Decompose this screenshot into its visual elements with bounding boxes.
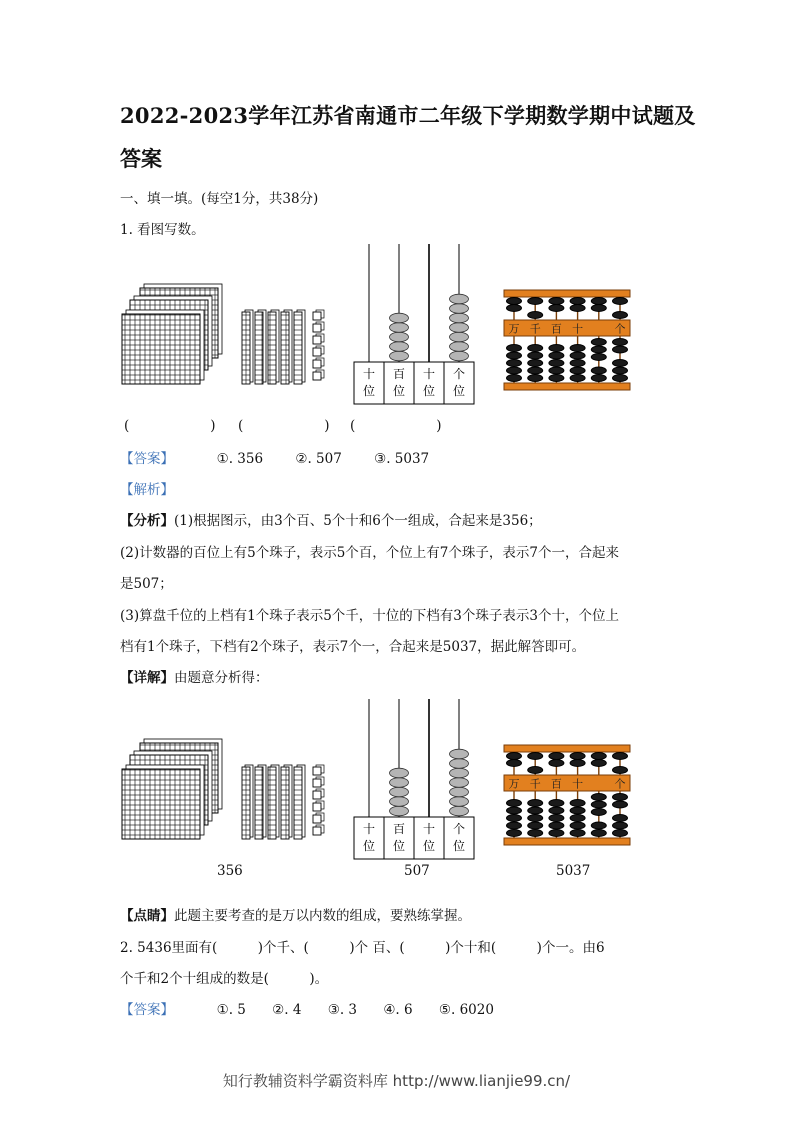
abacus-bead xyxy=(507,367,522,374)
abacus-bead xyxy=(549,800,564,807)
abacus-bead xyxy=(528,815,543,822)
abacus-label: 百 xyxy=(550,777,562,791)
counter-label: 位 xyxy=(452,384,466,398)
abacus-bead xyxy=(591,346,606,353)
abacus-bead xyxy=(613,375,628,382)
abacus-bead xyxy=(570,822,585,829)
abacus-bead xyxy=(528,360,543,367)
base-ten-blocks xyxy=(122,739,324,839)
counter-bead xyxy=(390,351,409,361)
abacus-label: 十 xyxy=(572,322,584,336)
question-1: 1. 看图写数。 xyxy=(120,222,205,238)
counter-label: 位 xyxy=(452,839,466,853)
unit-cube xyxy=(313,827,321,835)
abacus-bead xyxy=(549,815,564,822)
abacus-bead xyxy=(591,830,606,837)
abacus-bead xyxy=(613,367,628,374)
ten-rod xyxy=(268,312,276,384)
figure-row-1 xyxy=(110,240,650,410)
abacus-frame-bottom xyxy=(504,383,630,390)
abacus-label: 万 xyxy=(508,322,520,336)
answer-item: ③. 3 xyxy=(327,1002,358,1018)
answer-item: ⑤. 6020 xyxy=(438,1002,494,1018)
abacus-bead xyxy=(528,345,543,352)
abacus-bead xyxy=(591,801,606,808)
abacus-bead xyxy=(528,753,543,760)
abacus-label: 万 xyxy=(508,777,520,791)
abacus-bead xyxy=(528,800,543,807)
abacus-label: 千 xyxy=(529,322,541,336)
unit-cube xyxy=(313,348,321,356)
dianjing-tag: 【点睛】 xyxy=(120,908,174,924)
ten-rod xyxy=(242,312,250,384)
counter-bead xyxy=(450,342,469,352)
counter-bead xyxy=(390,342,409,352)
abacus-bead xyxy=(591,339,606,346)
counter-label: 个 xyxy=(452,822,466,836)
counter-label: 十 xyxy=(422,367,436,381)
abacus-bead xyxy=(570,830,585,837)
counter-label: 位 xyxy=(362,839,376,853)
unit-cube xyxy=(313,360,321,368)
fenxi-tag: 【分析】 xyxy=(120,513,174,529)
counter-label: 十 xyxy=(362,367,376,381)
abacus-bead xyxy=(591,354,606,361)
abacus-bead xyxy=(613,312,628,319)
abacus-bead xyxy=(528,830,543,837)
answer-blank-2: ( ) xyxy=(238,418,330,434)
abacus-bead xyxy=(507,305,522,312)
abacus-label: 千 xyxy=(529,777,541,791)
ten-rod xyxy=(294,767,302,839)
page-title: 2022-2023学年江苏省南通市二年级下学期数学期中试题及 xyxy=(120,103,696,128)
counter-bead xyxy=(450,294,469,304)
unit-cube xyxy=(313,324,321,332)
abacus-bead xyxy=(528,807,543,814)
abacus-bead xyxy=(507,800,522,807)
counter-bead xyxy=(390,323,409,333)
abacus-bead xyxy=(570,800,585,807)
unit-cube xyxy=(313,803,321,811)
abacus-frame-top xyxy=(504,290,630,297)
abacus-label: 个 xyxy=(614,322,626,336)
unit-cube xyxy=(313,791,321,799)
xiangjie-tag: 【详解】 xyxy=(120,670,174,686)
answer-blank-3: ( ) xyxy=(350,418,442,434)
abacus-bead xyxy=(549,298,564,305)
abacus-bead xyxy=(570,298,585,305)
xiangjie-text: 由题意分析得： xyxy=(174,670,269,686)
abacus-bead xyxy=(528,767,543,774)
footer-watermark: 知行教辅资料学霸资料库 http://www.lianjie99.cn/ xyxy=(222,1072,571,1090)
figure-row-2 xyxy=(110,695,650,865)
counter-bead xyxy=(450,806,469,816)
ten-rod xyxy=(242,767,250,839)
abacus-bead xyxy=(549,822,564,829)
counter-bead xyxy=(390,778,409,788)
abacus-bead xyxy=(570,352,585,359)
abacus-bead xyxy=(507,298,522,305)
base-ten-blocks xyxy=(122,284,324,384)
abacus-bead xyxy=(507,815,522,822)
abacus-bead xyxy=(570,305,585,312)
counter-label: 十 xyxy=(422,822,436,836)
counter-bead xyxy=(390,768,409,778)
hundred-flat xyxy=(122,314,200,384)
counter-bead xyxy=(450,332,469,342)
answer-tag: 【答案】 xyxy=(120,1002,174,1018)
fenxi-line-1: (1)根据图示，由3个百、5个十和6个一组成，合起来是356； xyxy=(174,513,542,529)
abacus-bead xyxy=(591,760,606,767)
counter-label: 个 xyxy=(452,367,466,381)
counter-bead xyxy=(450,787,469,797)
fenxi-line-3: (3)算盘千位的上档有1个珠子表示5个千，十位的下档有3个珠子表示3个十，个位上 xyxy=(120,608,619,624)
counter-label: 百 xyxy=(392,822,406,836)
abacus-label: 十 xyxy=(572,777,584,791)
abacus-bead xyxy=(613,815,628,822)
hundred-flat xyxy=(122,769,200,839)
abacus-frame-top xyxy=(504,745,630,752)
counter-bead xyxy=(390,332,409,342)
counter-bead xyxy=(390,797,409,807)
counter-bead xyxy=(390,806,409,816)
abacus-beam xyxy=(504,320,630,336)
analysis-tag: 【解析】 xyxy=(120,482,174,498)
ten-rod xyxy=(255,767,263,839)
abacus-bead xyxy=(528,298,543,305)
abacus-bead xyxy=(528,822,543,829)
abacus-bead xyxy=(507,830,522,837)
counter-label: 位 xyxy=(362,384,376,398)
abacus-bead xyxy=(549,760,564,767)
unit-cube xyxy=(313,815,321,823)
fenxi-line-3-cont: 档有1个珠子，下档有2个珠子，表示7个一，合起来是5037，据此解答即可。 xyxy=(120,639,586,655)
answer-item: ②. 507 xyxy=(295,451,342,467)
counter-bead xyxy=(450,304,469,314)
ten-rod xyxy=(281,312,289,384)
abacus-bead xyxy=(591,809,606,816)
abacus-bead xyxy=(570,367,585,374)
unit-cube xyxy=(313,767,321,775)
abacus-bead xyxy=(549,345,564,352)
answer-item: ①. 356 xyxy=(216,451,264,467)
ten-rod xyxy=(255,312,263,384)
abacus-bead xyxy=(507,760,522,767)
fenxi-line-2: (2)计数器的百位上有5个珠子，表示5个百，个位上有7个珠子，表示7个一，合起来 xyxy=(120,545,619,561)
abacus-bead xyxy=(591,794,606,801)
unit-cube xyxy=(313,372,321,380)
ten-rod xyxy=(294,312,302,384)
abacus-bead xyxy=(613,794,628,801)
fenxi-line-2-cont: 是507； xyxy=(120,576,173,592)
unit-cube xyxy=(313,312,321,320)
abacus-bead xyxy=(549,830,564,837)
abacus-bead xyxy=(549,807,564,814)
abacus-bead xyxy=(570,760,585,767)
ten-rod xyxy=(281,767,289,839)
abacus-bead xyxy=(613,753,628,760)
abacus-bead xyxy=(507,807,522,814)
counter-bead xyxy=(450,778,469,788)
question-2-cont: 个千和2个十组成的数是( )。 xyxy=(120,971,329,987)
abacus-bead xyxy=(507,753,522,760)
abacus-bead xyxy=(570,815,585,822)
abacus-beam xyxy=(504,775,630,791)
abacus-label: 百 xyxy=(550,322,562,336)
abacus-bead xyxy=(507,345,522,352)
abacus-bead xyxy=(507,352,522,359)
abacus-bead xyxy=(528,312,543,319)
section-heading: 一、填一填。(每空1分，共38分) xyxy=(120,191,319,207)
abacus-bead xyxy=(528,352,543,359)
abacus-bead xyxy=(549,375,564,382)
page-title-continued: 答案 xyxy=(120,146,162,171)
counter-label: 百 xyxy=(392,367,406,381)
counter-bead xyxy=(390,787,409,797)
counter-bead xyxy=(450,797,469,807)
answer-item: ①. 5 xyxy=(216,1002,246,1018)
counter-bead xyxy=(450,323,469,333)
abacus-bead xyxy=(570,753,585,760)
abacus-bead xyxy=(507,375,522,382)
counter-label: 位 xyxy=(422,839,436,853)
abacus-bead xyxy=(549,367,564,374)
abacus-bead xyxy=(549,360,564,367)
abacus-bead xyxy=(570,345,585,352)
abacus-bead xyxy=(591,298,606,305)
answer-blank-1: ( ) xyxy=(124,418,216,434)
counter-bead xyxy=(390,313,409,323)
counter-bead xyxy=(450,768,469,778)
counter-label: 位 xyxy=(392,384,406,398)
abacus-bead xyxy=(591,375,606,382)
counter-bead xyxy=(450,759,469,769)
abacus-bead xyxy=(613,767,628,774)
abacus-bead xyxy=(528,375,543,382)
unit-cube xyxy=(313,336,321,344)
figure-value-1: 356 xyxy=(217,863,243,879)
abacus-bead xyxy=(570,375,585,382)
answer-item: ②. 4 xyxy=(272,1002,302,1018)
abacus xyxy=(504,290,630,390)
abacus-frame-bottom xyxy=(504,838,630,845)
abacus-bead xyxy=(591,753,606,760)
ten-rod xyxy=(268,767,276,839)
answer-item: ③. 5037 xyxy=(374,451,430,467)
question-2: 2. 5436里面有( )个千、( )个 百、( )个十和( )个一。由6 xyxy=(120,940,605,956)
abacus-bead xyxy=(549,305,564,312)
abacus-bead xyxy=(570,807,585,814)
abacus-label: 个 xyxy=(614,777,626,791)
counter-label: 十 xyxy=(362,822,376,836)
abacus-bead xyxy=(613,822,628,829)
figure-value-2: 507 xyxy=(404,863,430,879)
abacus-bead xyxy=(591,305,606,312)
abacus-bead xyxy=(613,298,628,305)
abacus-bead xyxy=(591,367,606,374)
counter-label: 位 xyxy=(392,839,406,853)
abacus-bead xyxy=(613,346,628,353)
abacus-bead xyxy=(528,367,543,374)
abacus-bead xyxy=(507,822,522,829)
abacus-bead xyxy=(507,360,522,367)
figure-value-3: 5037 xyxy=(556,863,591,879)
abacus-bead xyxy=(549,753,564,760)
counter-bead xyxy=(450,749,469,759)
answer-tag: 【答案】 xyxy=(120,451,174,467)
counter-label: 位 xyxy=(422,384,436,398)
counting-frame xyxy=(354,699,474,859)
counting-frame xyxy=(354,244,474,404)
abacus-bead xyxy=(613,360,628,367)
abacus xyxy=(504,745,630,845)
abacus-bead xyxy=(613,339,628,346)
unit-cube xyxy=(313,779,321,787)
abacus-bead xyxy=(613,830,628,837)
abacus-bead xyxy=(613,801,628,808)
abacus-bead xyxy=(591,822,606,829)
abacus-bead xyxy=(549,352,564,359)
answer-item: ④. 6 xyxy=(383,1002,413,1018)
counter-bead xyxy=(450,351,469,361)
dianjing-text: 此题主要考查的是万以内数的组成，要熟练掌握。 xyxy=(174,908,471,924)
counter-bead xyxy=(450,313,469,323)
abacus-bead xyxy=(570,360,585,367)
